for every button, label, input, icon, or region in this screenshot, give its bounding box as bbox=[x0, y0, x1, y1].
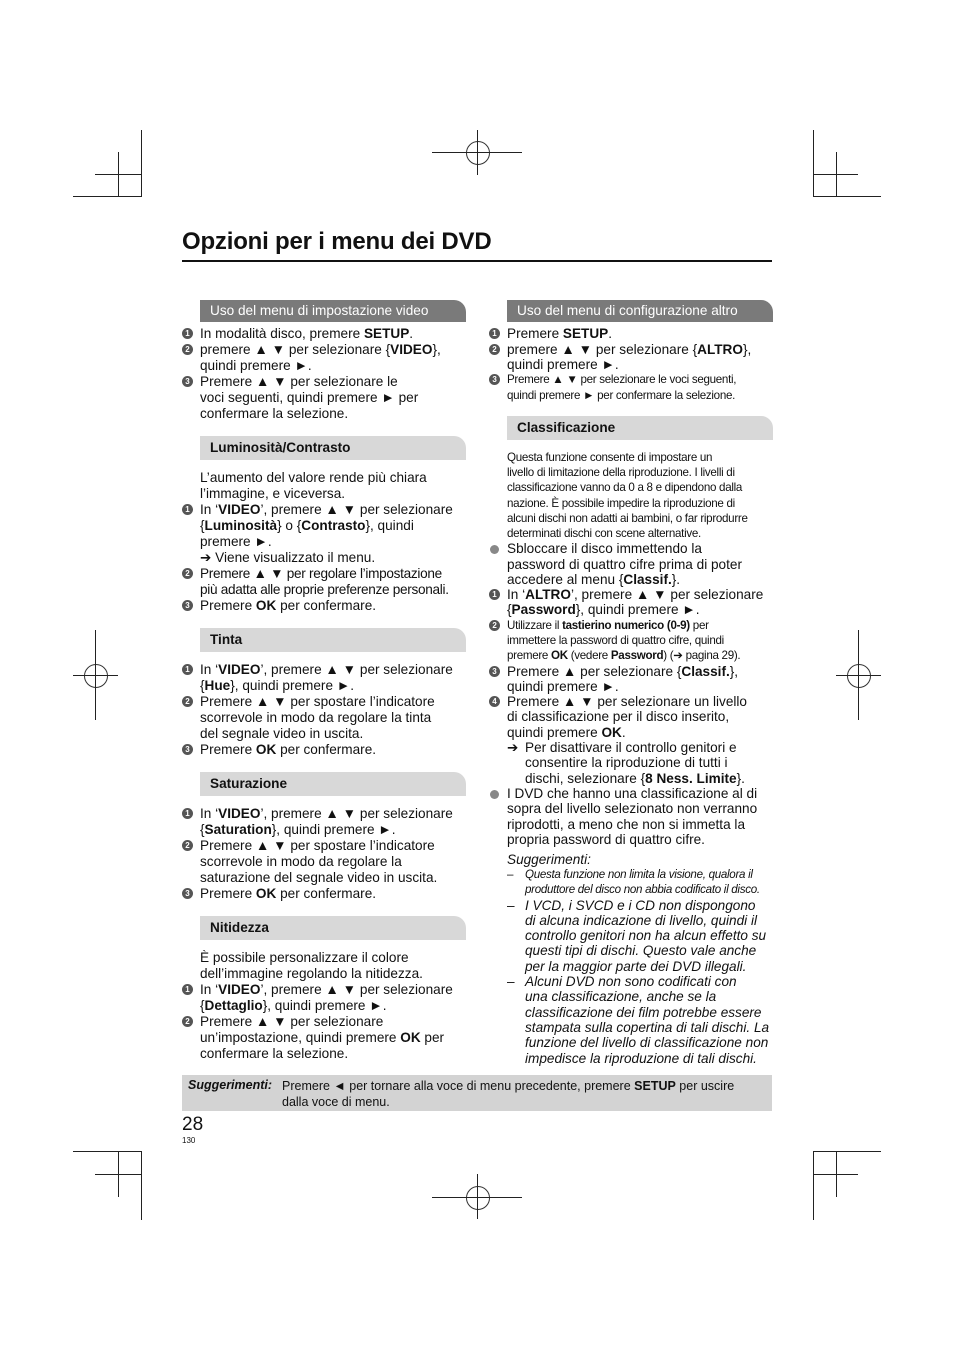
step-number-icon: 1 bbox=[182, 328, 193, 339]
step-number-icon: 3 bbox=[182, 744, 193, 755]
step-4-note: ➔ Per disattivare il controllo genitori e consentire la riproduzione di tutti i dischi, selezionare {8 Ness. Limite}. bbox=[507, 740, 745, 786]
tip-2: – I VCD, i SVCD e i CD non dispongono di alcuna indicazione di livello, quindi il controllo genitori non ha alcun effetto su questi tipi di dischi. Questo vale anche per la maggior parte dei DVD illegali. bbox=[507, 897, 767, 974]
step-number-icon: 2 bbox=[182, 696, 193, 707]
section-header-other-setup: Uso del menu di configurazione altro bbox=[507, 300, 773, 322]
bullet-icon bbox=[490, 545, 499, 554]
step-3: 3 Premere ▲ per selezionare {Classif.}, quindi premere ►. bbox=[489, 664, 773, 695]
step-number-icon: 3 bbox=[182, 888, 193, 899]
step-2: 2 Premere ▲ ▼ per selezionare un’impostazione, quindi premere OK per confermare la selezione. bbox=[182, 1014, 466, 1062]
step-3: 3 Premere ▲ ▼ per selezionare le voci seguenti, quindi premere ► per confermare la selezione. bbox=[489, 372, 773, 404]
section-header-saturation: Saturazione bbox=[200, 772, 466, 796]
step-3: 3 Premere OK per confermare. bbox=[182, 886, 466, 902]
step-2: 2 Premere ▲ ▼ per spostare l’indicatore scorrevole in modo da regolare la saturazione del segnale video in uscita. bbox=[182, 838, 466, 886]
step-4: 4 Premere ▲ ▼ per selezionare un livello di classificazione per il disco inserito, quindi premere OK. bbox=[489, 694, 773, 740]
section-header-sharpness: Nitidezza bbox=[200, 916, 466, 940]
step-number-icon: 2 bbox=[182, 344, 193, 355]
bullet-restriction: I DVD che hanno una classificazione al di sopra del livello selezionato non verranno riprodotti, a meno che non si immetta la propria password di quattro cifre. bbox=[489, 786, 773, 847]
arrow-icon: ➔ bbox=[507, 740, 519, 756]
step-2: 2 Premere ▲ ▼ per regolare l’impostazione bbox=[182, 566, 466, 582]
step-2-continued: più adatta alle proprie preferenze personali. bbox=[200, 582, 449, 597]
tip-1: – Questa funzione non limita la visione, qualora il produttore del disco non abbia codificato il disco. bbox=[507, 868, 760, 897]
brightness-desc: L’aumento del valore rende più chiara l’immagine, e viceversa. bbox=[200, 470, 427, 501]
page-title: Opzioni per i menu dei DVD bbox=[182, 228, 492, 255]
step-2: 2 Utilizzare il tastierino numerico (0-9) per immettere la password di quattro cifre, quindi premere OK (vedere Password) (➔ pagina 29). bbox=[489, 618, 773, 664]
step-3: 3 Premere OK per confermare. bbox=[182, 742, 466, 758]
sharpness-desc: È possibile personalizzare il colore dell’immagine regolando la nitidezza. bbox=[200, 950, 423, 981]
step-number-icon: 2 bbox=[182, 1016, 193, 1027]
bullet-unlock: Sbloccare il disco immettendo la password di quattro cifre prima di poter accedere al menu {Classif.}. bbox=[489, 541, 773, 587]
right-column bbox=[489, 300, 773, 1066]
title-rule bbox=[182, 260, 772, 262]
step-1: 1 In ‘VIDEO’, premere ▲ ▼ per selezionare {Saturation}, quindi premere ►. bbox=[182, 806, 466, 838]
rating-desc: Questa funzione consente di impostare un livello di limitazione della riproduzione. I livelli di classificazione vanno da 0 a 8 e dipendono dalla nazione. È possibile impedire la riproduzione di alcuni dischi non adatti ai bambini, o far riprodurre determinati dischi con scene alternative. bbox=[507, 451, 748, 541]
step-number-icon: 1 bbox=[182, 504, 193, 515]
step-number-icon: 2 bbox=[182, 568, 193, 579]
section-header-brightness: Luminosità/Contrasto bbox=[200, 436, 466, 460]
section-header-rating: Classificazione bbox=[507, 416, 773, 440]
step-number-icon: 2 bbox=[489, 620, 500, 631]
step-number-icon: 1 bbox=[182, 984, 193, 995]
step-1: 1 In modalità disco, premere SETUP. bbox=[182, 326, 466, 342]
step-1: 1 In ‘VIDEO’, premere ▲ ▼ per selezionare {Dettaglio}, quindi premere ►. bbox=[182, 982, 466, 1014]
footer-tip-bar bbox=[182, 1075, 772, 1111]
step-number-icon: 3 bbox=[489, 666, 500, 677]
step-1: 1 Premere SETUP. bbox=[489, 326, 773, 342]
step-number-icon: 1 bbox=[182, 664, 193, 675]
left-column bbox=[182, 300, 466, 1062]
bullet-icon bbox=[490, 790, 499, 799]
step-1: 1 In ‘VIDEO’, premere ▲ ▼ per selezionare {Hue}, quindi premere ►. bbox=[182, 662, 466, 694]
step-number-icon: 2 bbox=[182, 840, 193, 851]
step-3: 3 Premere OK per confermare. bbox=[182, 598, 466, 614]
step-2: 2 Premere ▲ ▼ per spostare l’indicatore scorrevole in modo da regolare la tinta del segnale video in uscita. bbox=[182, 694, 466, 742]
step-number-icon: 1 bbox=[489, 328, 500, 339]
footer-tip-text: Premere ◄ per tornare alla voce di menu precedente, premere SETUP per uscire dalla voce di menu. bbox=[282, 1079, 735, 1109]
arrow-icon: ➔ bbox=[200, 550, 212, 565]
step-3: 3 Premere ▲ ▼ per selezionare le voci seguenti, quindi premere ► per confermare la selezione. bbox=[182, 374, 466, 422]
section-header-tint: Tinta bbox=[200, 628, 466, 652]
step-1: 1 In ‘ALTRO’, premere ▲ ▼ per selezionare {Password}, quindi premere ►. bbox=[489, 587, 773, 618]
step-number-icon: 3 bbox=[182, 600, 193, 611]
step-number-icon: 2 bbox=[489, 344, 500, 355]
step-number-icon: 4 bbox=[489, 696, 500, 707]
tip-3: – Alcuni DVD non sono codificati con una classificazione, anche se la classificazione dei film potrebbe essere stampata sulla copertina di tali dischi. La funzione del livello di classificazione non impedisce la riproduzione di tali dischi. bbox=[507, 974, 770, 1066]
page-sub-number: 130 bbox=[182, 1136, 196, 1145]
tips-label: Suggerimenti: bbox=[507, 852, 591, 868]
section-header-video-setup: Uso del menu di impostazione video bbox=[200, 300, 466, 322]
page-number: 28 bbox=[182, 1114, 204, 1135]
step-2: 2 premere ▲ ▼ per selezionare {ALTRO}, quindi premere ►. bbox=[489, 342, 773, 372]
footer-tip-label: Suggerimenti: bbox=[188, 1078, 273, 1092]
step-number-icon: 1 bbox=[182, 808, 193, 819]
step-2: 2 premere ▲ ▼ per selezionare {VIDEO}, quindi premere ►. bbox=[182, 342, 466, 374]
step-1: 1 In ‘VIDEO’, premere ▲ ▼ per selezionare {Luminosità} o {Contrasto}, quindi premere ►. ➔ Viene visualizzato il menu. bbox=[182, 502, 466, 566]
step-number-icon: 3 bbox=[182, 376, 193, 387]
step-number-icon: 3 bbox=[489, 374, 500, 385]
step-number-icon: 1 bbox=[489, 589, 500, 600]
